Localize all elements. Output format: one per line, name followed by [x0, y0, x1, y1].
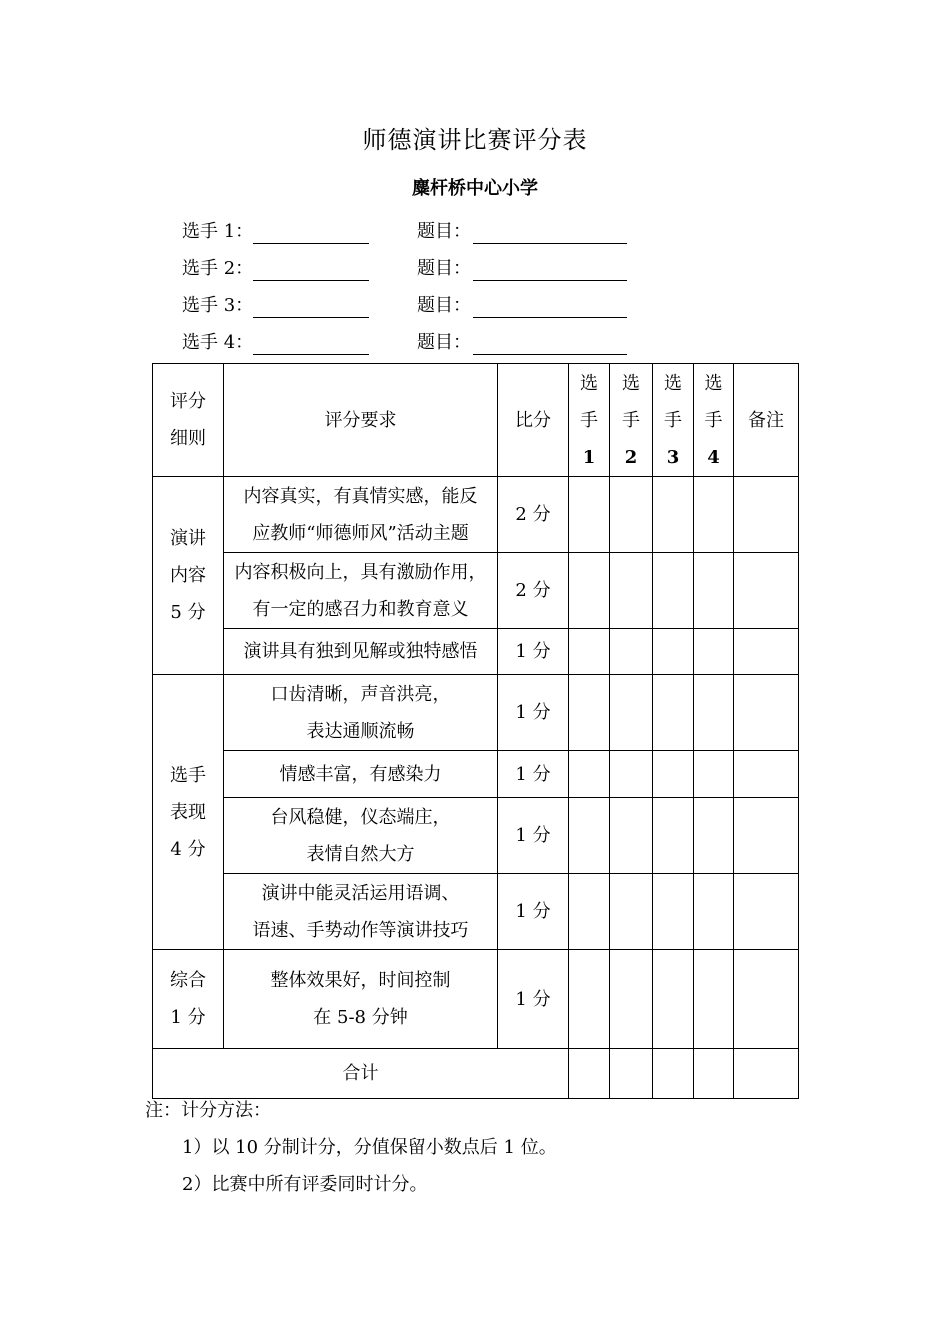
requirement-line: 情感丰富，有感染力 [279, 763, 442, 785]
header-category-line: 评分 [170, 391, 206, 412]
requirement-line: 有一定的感召力和教育意义 [252, 598, 469, 620]
scoring-table [152, 363, 799, 1099]
participant-label: 选手 1： [182, 221, 254, 242]
requirement-cell [224, 751, 498, 798]
total-row [153, 1049, 799, 1099]
header-player-1 [569, 364, 610, 477]
category-cell [153, 675, 224, 950]
requirement-cell [224, 553, 498, 629]
remark-cell[interactable] [734, 798, 799, 874]
player-score-cell[interactable] [569, 477, 610, 553]
player-score-cell[interactable] [653, 477, 694, 553]
requirement-line: 语速、手势动作等演讲技巧 [252, 919, 469, 941]
requirement-cell [224, 629, 498, 675]
player-total-cell[interactable] [694, 1049, 734, 1099]
player-total-cell[interactable] [610, 1049, 653, 1099]
header-player-line: 选 [704, 372, 723, 394]
remark-cell[interactable] [734, 629, 799, 675]
player-score-cell[interactable] [653, 798, 694, 874]
category-line: 5 分 [170, 602, 206, 623]
player-score-cell[interactable] [694, 629, 734, 675]
requirement-line: 演讲具有独到见解或独特感悟 [243, 641, 478, 662]
player-score-cell[interactable] [610, 950, 653, 1049]
table-row [153, 751, 799, 798]
participant-name-blank[interactable] [253, 332, 369, 355]
category-line: 4 分 [170, 838, 206, 860]
header-category-line: 细则 [170, 428, 206, 449]
requirement-cell [224, 798, 498, 874]
header-player-3 [653, 364, 694, 477]
category-line: 1 分 [170, 1007, 206, 1028]
participant-line-2 [182, 258, 632, 282]
topic-blank[interactable] [473, 258, 627, 281]
header-player-line: 4 [707, 446, 720, 468]
requirement-cell [224, 675, 498, 751]
requirement-line: 演讲中能灵活运用语调、 [261, 882, 460, 904]
score-cell: 1 分 [498, 874, 569, 950]
remark-cell[interactable] [734, 1049, 799, 1099]
topic-blank[interactable] [473, 221, 627, 244]
category-cell [153, 950, 224, 1049]
table-row [153, 675, 799, 751]
player-score-cell[interactable] [610, 553, 653, 629]
player-score-cell[interactable] [610, 798, 653, 874]
requirement-line: 表情自然大方 [306, 843, 415, 865]
participant-line-4 [182, 332, 632, 356]
requirement-line: 内容真实，有真情实感，能反 [243, 485, 478, 507]
player-score-cell[interactable] [569, 798, 610, 874]
table-row [153, 629, 799, 675]
player-score-cell[interactable] [694, 798, 734, 874]
header-player-line: 1 [582, 446, 596, 468]
table-row [153, 798, 799, 874]
topic-label: 题目： [417, 221, 471, 242]
remark-cell[interactable] [734, 553, 799, 629]
player-score-cell[interactable] [653, 874, 694, 950]
player-score-cell[interactable] [569, 874, 610, 950]
topic-label: 题目： [417, 295, 471, 316]
player-score-cell[interactable] [694, 874, 734, 950]
remark-cell[interactable] [734, 950, 799, 1049]
requirement-line: 应教师“师德师风”活动主题 [252, 522, 469, 544]
header-player-4 [694, 364, 734, 477]
category-line: 选手 [170, 764, 206, 786]
header-player-2 [610, 364, 653, 477]
participant-line-3 [182, 295, 632, 319]
requirement-line: 内容积极向上，具有激励作用， [234, 561, 487, 583]
score-cell: 1 分 [498, 798, 569, 874]
category-line: 表现 [170, 801, 206, 823]
player-score-cell[interactable] [653, 950, 694, 1049]
header-player-line: 2 [624, 446, 638, 468]
player-score-cell[interactable] [653, 675, 694, 751]
player-score-cell[interactable] [569, 629, 610, 675]
header-score: 比分 [498, 364, 569, 477]
score-cell: 1 分 [498, 675, 569, 751]
header-player-line: 选 [622, 372, 640, 394]
player-score-cell[interactable] [610, 874, 653, 950]
score-cell: 2 分 [498, 477, 569, 553]
player-score-cell[interactable] [610, 477, 653, 553]
participant-name-blank[interactable] [253, 258, 369, 281]
player-total-cell[interactable] [653, 1049, 694, 1099]
participant-label: 选手 3： [182, 295, 254, 316]
player-score-cell[interactable] [653, 751, 694, 798]
requirement-cell [224, 874, 498, 950]
player-score-cell[interactable] [569, 950, 610, 1049]
remark-cell[interactable] [734, 751, 799, 798]
player-total-cell[interactable] [569, 1049, 610, 1099]
topic-label: 题目： [417, 258, 471, 279]
school-name: 麋杆桥中心小学 [412, 178, 538, 199]
requirement-line: 台风稳健，仪态端庄， [270, 806, 451, 828]
score-cell: 1 分 [498, 950, 569, 1049]
remark-cell[interactable] [734, 874, 799, 950]
header-player-line: 选 [664, 372, 682, 394]
page-title: 师德演讲比赛评分表 [362, 126, 588, 154]
player-score-cell[interactable] [653, 629, 694, 675]
player-score-cell[interactable] [694, 553, 734, 629]
total-label: 合计 [153, 1049, 569, 1099]
category-cell [153, 477, 224, 675]
topic-blank[interactable] [473, 332, 627, 355]
player-score-cell[interactable] [569, 675, 610, 751]
header-player-line: 3 [666, 446, 680, 468]
table-row [153, 553, 799, 629]
header-player-line: 手 [622, 409, 640, 431]
header-player-line: 手 [664, 409, 682, 431]
header-player-line: 手 [704, 409, 723, 431]
requirement-line: 整体效果好，时间控制 [270, 970, 451, 991]
requirement-line: 表达通顺流畅 [306, 720, 415, 742]
score-cell: 1 分 [498, 629, 569, 675]
header-player-line: 手 [580, 409, 598, 431]
player-score-cell[interactable] [694, 675, 734, 751]
player-score-cell[interactable] [694, 477, 734, 553]
topic-blank[interactable] [473, 295, 627, 318]
score-cell: 1 分 [498, 751, 569, 798]
participant-line-1 [182, 221, 632, 245]
participant-name-blank[interactable] [253, 295, 369, 318]
player-score-cell[interactable] [569, 751, 610, 798]
notes-heading: 注：计分方法： [145, 1100, 271, 1121]
player-score-cell[interactable] [610, 629, 653, 675]
participant-label: 选手 4： [182, 332, 254, 353]
player-score-cell[interactable] [610, 675, 653, 751]
header-requirement: 评分要求 [224, 364, 498, 477]
remark-cell[interactable] [734, 675, 799, 751]
header-row [153, 364, 799, 477]
category-line: 综合 [170, 970, 206, 991]
header-player-line: 选 [580, 372, 598, 394]
header-category [153, 364, 224, 477]
category-line: 演讲 [170, 528, 206, 549]
table-row [153, 950, 799, 1049]
requirement-line: 口齿清晰，声音洪亮， [270, 683, 451, 705]
note-item-1: 1）以 10 分制计分，分值保留小数点后 1 位。 [182, 1137, 557, 1158]
note-item-2: 2）比赛中所有评委同时计分。 [182, 1174, 428, 1195]
topic-label: 题目： [417, 332, 471, 353]
remark-cell[interactable] [734, 477, 799, 553]
player-score-cell[interactable] [610, 751, 653, 798]
header-remark: 备注 [734, 364, 799, 477]
requirement-cell [224, 477, 498, 553]
requirement-cell [224, 950, 498, 1049]
participant-name-blank[interactable] [253, 221, 369, 244]
requirement-line: 在 5-8 分钟 [313, 1007, 408, 1028]
player-score-cell[interactable] [694, 950, 734, 1049]
player-score-cell[interactable] [653, 553, 694, 629]
table-row [153, 874, 799, 950]
player-score-cell[interactable] [569, 553, 610, 629]
participant-label: 选手 2： [182, 258, 254, 279]
score-cell: 2 分 [498, 553, 569, 629]
player-score-cell[interactable] [694, 751, 734, 798]
table-row [153, 477, 799, 553]
category-line: 内容 [170, 565, 206, 586]
